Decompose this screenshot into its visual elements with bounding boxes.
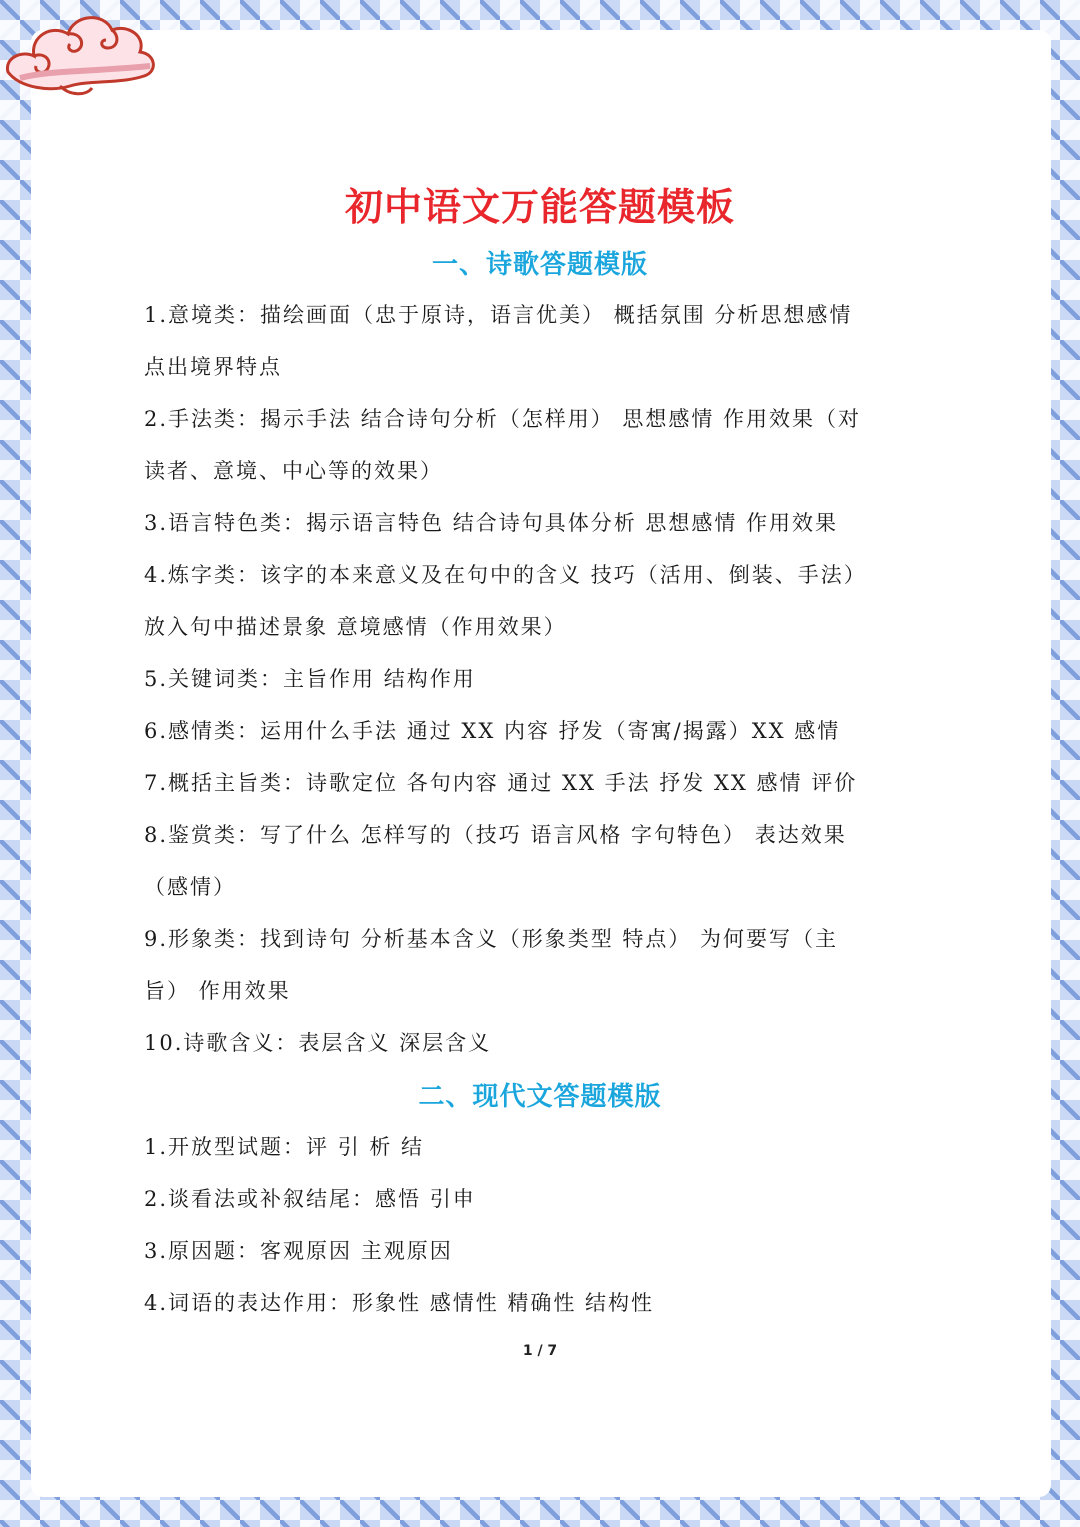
poetry-line: （感情） [144, 875, 236, 899]
poetry-line: 7.概括主旨类：诗歌定位 各句内容 通过 XX 手法 抒发 XX 感情 评价 [144, 771, 858, 795]
modern-prose-line: 4.词语的表达作用：形象性 感情性 精确性 结构性 [144, 1291, 655, 1315]
poetry-line: 点出境界特点 [144, 355, 282, 379]
poetry-line: 10.诗歌含义：表层含义 深层含义 [144, 1031, 492, 1055]
poetry-line: 读者、意境、中心等的效果） [144, 459, 443, 483]
poetry-line: 6.感情类：运用什么手法 通过 XX 内容 抒发（寄寓/揭露）XX 感情 [144, 719, 841, 743]
section-heading-poetry: 一、诗歌答题模版 [431, 250, 648, 280]
poetry-line: 8.鉴赏类：写了什么 怎样写的（技巧 语言风格 字句特色） 表达效果 [144, 823, 847, 847]
poetry-line: 旨） 作用效果 [144, 979, 291, 1003]
poetry-line: 4.炼字类：该字的本来意义及在句中的含义 技巧（活用、倒装、手法） [144, 563, 867, 587]
section-heading-modern-prose: 二、现代文答题模版 [418, 1082, 662, 1112]
page-number: 1 / 7 [522, 1343, 558, 1359]
poetry-line: 9.形象类：找到诗句 分析基本含义（形象类型 特点） 为何要写（主 [144, 927, 839, 951]
poetry-line: 1.意境类：描绘画面（忠于原诗，语言优美） 概括氛围 分析思想感情 [144, 303, 853, 327]
poetry-line: 放入句中描述景象 意境感情（作用效果） [144, 615, 567, 639]
poetry-line: 3.语言特色类：揭示语言特色 结合诗句具体分析 思想感情 作用效果 [144, 511, 839, 535]
poetry-line: 2.手法类：揭示手法 结合诗句分析（怎样用） 思想感情 作用效果（对 [144, 407, 862, 431]
document-title: 初中语文万能答题模板 [344, 185, 735, 229]
modern-prose-line: 3.原因题：客观原因 主观原因 [144, 1239, 453, 1263]
modern-prose-line: 2.谈看法或补叙结尾：感悟 引申 [144, 1187, 476, 1211]
poetry-line: 5.关键词类：主旨作用 结构作用 [144, 667, 476, 691]
auspicious-cloud-icon [0, 0, 160, 105]
modern-prose-line: 1.开放型试题：评 引 析 结 [144, 1135, 425, 1159]
